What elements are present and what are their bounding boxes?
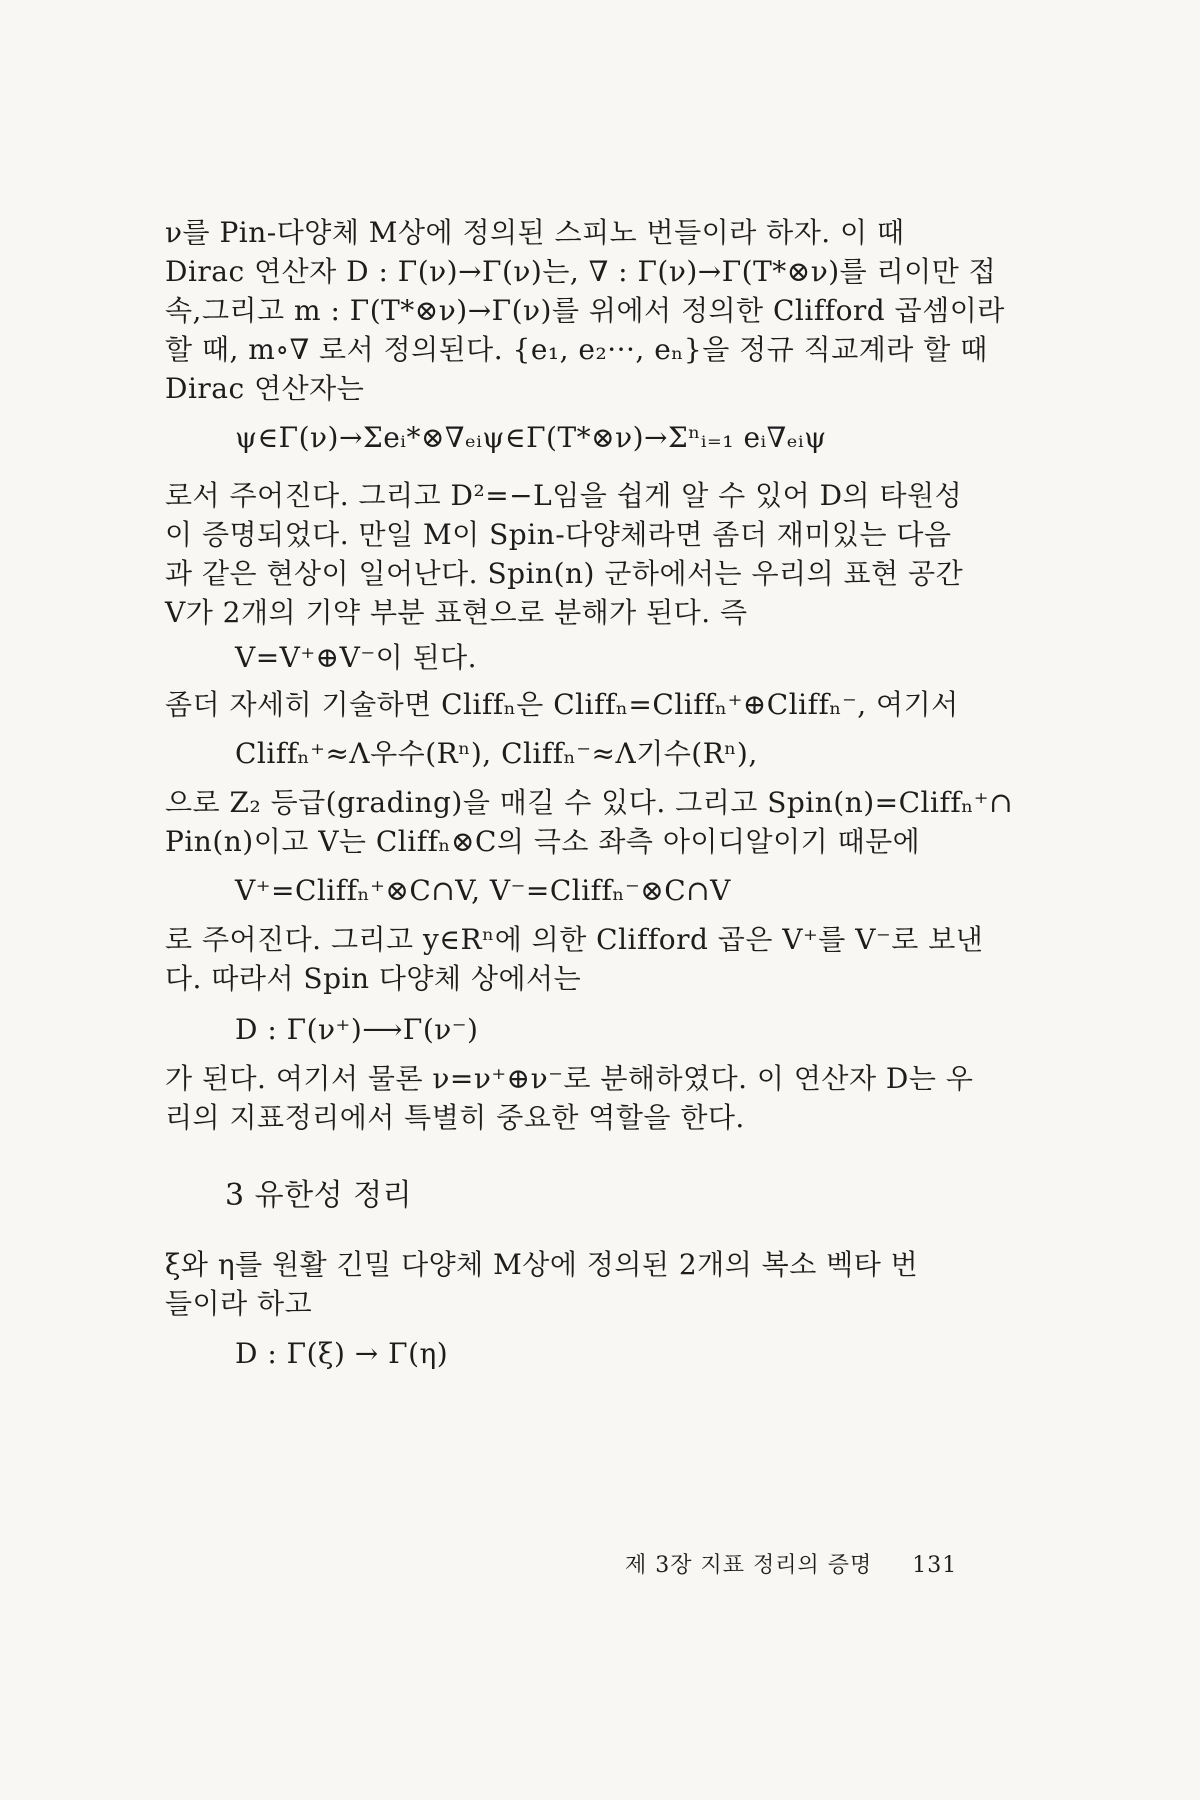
formula-v-decomposition: V=V⁺⊕V⁻이 된다. bbox=[235, 641, 478, 674]
formula-operator: D : Γ(ξ) → Γ(η) bbox=[235, 1337, 449, 1370]
formula-dirac-split: D : Γ(ν⁺)⟶Γ(ν⁻) bbox=[235, 1013, 479, 1046]
running-footer bbox=[625, 1548, 957, 1579]
section-heading: 3 유한성 정리 bbox=[225, 1178, 413, 1213]
text-line: 좀더 자세히 기술하면 Cliffₙ은 Cliffₙ=Cliffₙ⁺⊕Cliffₙ⁻, 여기서 bbox=[165, 688, 959, 721]
text-line: ν를 Pin-다양체 M상에 정의된 스피노 번들이라 하자. 이 때 bbox=[165, 216, 905, 249]
text-line: 로 주어진다. 그리고 y∈Rⁿ에 의한 Clifford 곱은 V⁺를 V⁻로 보낸 bbox=[165, 923, 984, 956]
text-line: Pin(n)이고 V는 Cliffₙ⊗C의 극소 좌측 아이디알이기 때문에 bbox=[165, 825, 921, 858]
text-line: 리의 지표정리에서 특별히 중요한 역할을 한다. bbox=[165, 1101, 745, 1134]
text-line: 과 같은 현상이 일어난다. Spin(n) 군하에서는 우리의 표현 공간 bbox=[165, 557, 964, 590]
text-line: 가 된다. 여기서 물론 ν=ν⁺⊕ν⁻로 분해하였다. 이 연산자 D는 우 bbox=[165, 1062, 974, 1095]
text-line: 할 때, m∘∇ 로서 정의된다. {e₁, e₂···, eₙ}을 정규 직교계라 할 때 bbox=[165, 333, 988, 366]
page-number: 131 bbox=[912, 1553, 958, 1578]
text-line: Dirac 연산자는 bbox=[165, 372, 365, 405]
text-line: V가 2개의 기약 부분 표현으로 분해가 된다. 즉 bbox=[165, 596, 748, 629]
text-line: 속,그리고 m : Γ(T*⊗ν)→Γ(ν)를 위에서 정의한 Clifford 곱셈이라 bbox=[165, 294, 1005, 327]
text-line: Dirac 연산자 D : Γ(ν)→Γ(ν)는, ∇ : Γ(ν)→Γ(T*⊗ν)를 리이만 접 bbox=[165, 255, 997, 288]
formula-clifford-grading: Cliffₙ⁺≈Λ우수(Rⁿ), Cliffₙ⁻≈Λ기수(Rⁿ), bbox=[235, 737, 758, 770]
text-line: 로서 주어진다. 그리고 D²=−L임을 쉽게 알 수 있어 D의 타원성 bbox=[165, 479, 963, 512]
formula-dirac-operator: ψ∈Γ(ν)→Σeᵢ*⊗∇ₑᵢψ∈Γ(T*⊗ν)→Σⁿᵢ₌₁ eᵢ∇ₑᵢψ bbox=[235, 421, 827, 454]
text-line: ξ와 η를 원활 긴밀 다양체 M상에 정의된 2개의 복소 벡타 번 bbox=[165, 1248, 919, 1281]
chapter-title: 제 3장 지표 정리의 증명 bbox=[625, 1553, 873, 1578]
formula-v-plus-minus: V⁺=Cliffₙ⁺⊗C∩V, V⁻=Cliffₙ⁻⊗C∩V bbox=[235, 874, 731, 907]
text-line: 이 증명되었다. 만일 M이 Spin-다양체라면 좀더 재미있는 다음 bbox=[165, 518, 952, 551]
text-line: 으로 Z₂ 등급(grading)을 매길 수 있다. 그리고 Spin(n)=Cliffₙ⁺∩ bbox=[165, 786, 1014, 819]
text-line: 들이라 하고 bbox=[165, 1287, 313, 1320]
text-line: 다. 따라서 Spin 다양체 상에서는 bbox=[165, 962, 582, 995]
